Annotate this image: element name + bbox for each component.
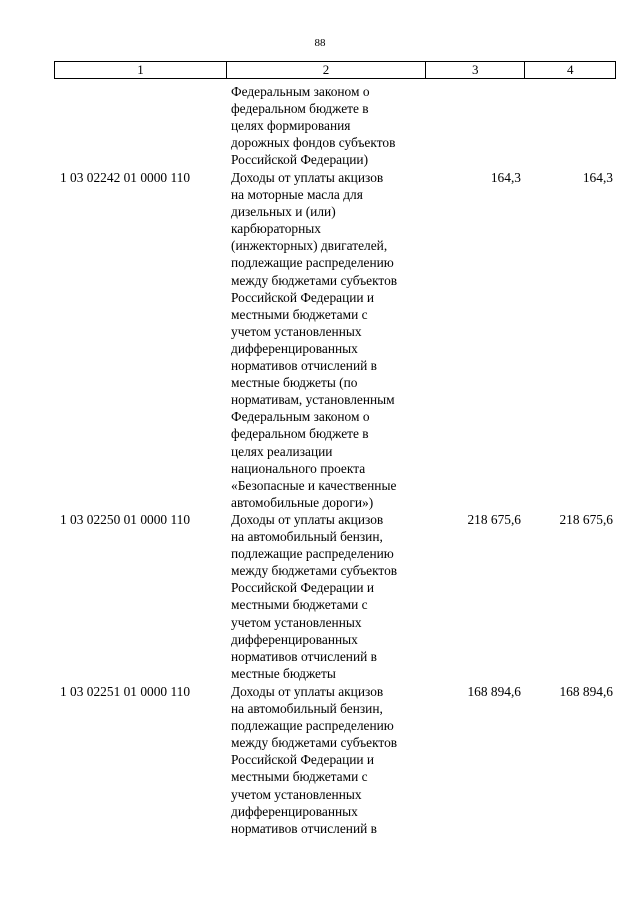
description-line: Российской Федерации и <box>231 580 375 596</box>
description-line: Федеральным законом о <box>231 409 370 425</box>
row-code: 1 03 02242 01 0000 110 <box>60 170 191 185</box>
description-line: национального проекта <box>231 460 366 476</box>
row-description <box>231 683 427 837</box>
description-line: Доходы от уплаты акцизов <box>231 170 384 185</box>
description-line: подлежащие распределению <box>231 718 394 734</box>
row-code: 1 03 02251 01 0000 110 <box>60 684 191 699</box>
description-line: подлежащие распределению <box>231 546 394 562</box>
description-line: карбюраторных <box>231 221 321 237</box>
description-line: целях формирования <box>231 118 351 134</box>
row-description <box>231 169 427 511</box>
description-line: местными бюджетами с <box>231 597 368 613</box>
description-line: дизельных и (или) <box>231 204 336 220</box>
row-value-col4: 218 675,6 <box>559 512 613 527</box>
description-line: Российской Федерации и <box>231 752 375 768</box>
description-line: автомобильные дороги») <box>231 494 374 510</box>
description-line: Российской Федерации) <box>231 152 369 168</box>
description-line: местные бюджеты (по <box>231 375 358 391</box>
description-line: федеральном бюджете в <box>231 101 369 117</box>
description-line: целях реализации <box>231 443 333 459</box>
description-line: нормативам, установленным <box>231 392 395 408</box>
description-line: Федеральным законом о <box>231 84 370 99</box>
description-line: «Безопасные и качественные <box>231 477 397 493</box>
description-line: подлежащие распределению <box>231 255 394 271</box>
row-code: 1 03 02250 01 0000 110 <box>60 512 191 527</box>
description-line: нормативов отчислений в <box>231 820 377 836</box>
description-line: между бюджетами субъектов <box>231 563 398 579</box>
description-line: Доходы от уплаты акцизов <box>231 684 384 699</box>
description-line: местными бюджетами с <box>231 306 368 322</box>
header-row <box>55 62 616 79</box>
description-line: местные бюджеты <box>231 665 336 681</box>
description-line: Доходы от уплаты акцизов <box>231 512 384 527</box>
description-line: нормативов отчислений в <box>231 648 377 664</box>
description-line: федеральном бюджете в <box>231 426 369 442</box>
description-line: дифференцированных <box>231 803 358 819</box>
header-col-4: 4 <box>525 62 616 79</box>
row-value-col3: 164,3 <box>490 170 521 185</box>
description-line: учетом установленных <box>231 323 362 339</box>
header-col-3: 3 <box>425 62 524 79</box>
description-line: Российской Федерации и <box>231 289 375 305</box>
description-line: местными бюджетами с <box>231 769 368 785</box>
header-col-1: 1 <box>55 62 227 79</box>
row-value-col3: 218 675,6 <box>467 512 521 527</box>
description-line: (инжекторных) двигателей, <box>231 238 388 254</box>
description-line: на автомобильный бензин, <box>231 529 383 545</box>
description-line: нормативов отчислений в <box>231 358 377 374</box>
description-line: учетом установленных <box>231 786 362 802</box>
row-value-col4: 168 894,6 <box>559 684 613 699</box>
description-line: дифференцированных <box>231 340 358 356</box>
description-line: дифференцированных <box>231 631 358 647</box>
description-line: дорожных фондов субъектов <box>231 135 396 151</box>
description-line: учетом установленных <box>231 614 362 630</box>
table-header <box>54 61 616 79</box>
row-value-col3: 168 894,6 <box>467 684 521 699</box>
row-value-col4: 164,3 <box>582 170 613 185</box>
continuation-description <box>231 83 427 168</box>
description-line: на автомобильный бензин, <box>231 701 383 717</box>
page-number: 88 <box>314 37 326 49</box>
row-description <box>231 511 427 682</box>
header-col-2: 2 <box>227 62 426 79</box>
description-line: между бюджетами субъектов <box>231 735 398 751</box>
description-line: между бюджетами субъектов <box>231 272 398 288</box>
description-line: на моторные масла для <box>231 187 363 203</box>
